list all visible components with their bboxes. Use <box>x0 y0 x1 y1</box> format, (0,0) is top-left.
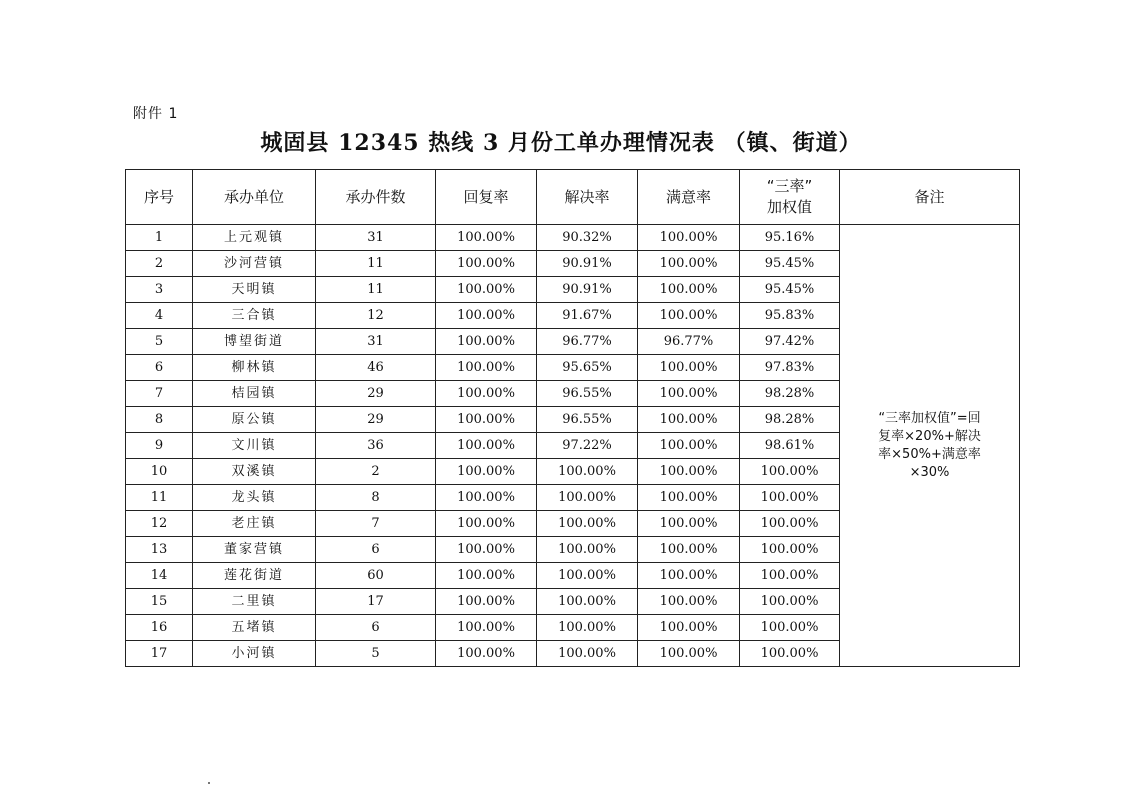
cell-count: 6 <box>316 615 436 641</box>
cell-unit: 小河镇 <box>193 641 316 667</box>
cell-weighted-value: 98.61% <box>740 433 840 459</box>
cell-index: 3 <box>126 277 193 303</box>
cell-index: 15 <box>126 589 193 615</box>
cell-reply-rate: 100.00% <box>436 589 537 615</box>
cell-index: 1 <box>126 225 193 251</box>
cell-count: 36 <box>316 433 436 459</box>
cell-reply-rate: 100.00% <box>436 563 537 589</box>
cell-reply-rate: 100.00% <box>436 511 537 537</box>
cell-satisfaction-rate: 100.00% <box>638 225 740 251</box>
cell-unit: 五堵镇 <box>193 615 316 641</box>
cell-satisfaction-rate: 100.00% <box>638 355 740 381</box>
cell-reply-rate: 100.00% <box>436 459 537 485</box>
table-row <box>126 225 1020 251</box>
cell-count: 8 <box>316 485 436 511</box>
cell-count: 12 <box>316 303 436 329</box>
cell-resolve-rate: 90.91% <box>537 277 638 303</box>
note-cell <box>840 225 1020 667</box>
cell-satisfaction-rate: 100.00% <box>638 589 740 615</box>
cell-unit: 双溪镇 <box>193 459 316 485</box>
cell-count: 29 <box>316 381 436 407</box>
cell-unit: 博望街道 <box>193 329 316 355</box>
cell-count: 5 <box>316 641 436 667</box>
cell-index: 9 <box>126 433 193 459</box>
cell-index: 7 <box>126 381 193 407</box>
header-reply-rate: 回复率 <box>436 170 537 225</box>
cell-satisfaction-rate: 100.00% <box>638 641 740 667</box>
header-count: 承办件数 <box>316 170 436 225</box>
header-weighted-line1: “三率” <box>766 177 813 195</box>
cell-reply-rate: 100.00% <box>436 407 537 433</box>
cell-unit: 上元观镇 <box>193 225 316 251</box>
cell-weighted-value: 97.42% <box>740 329 840 355</box>
cell-resolve-rate: 100.00% <box>537 537 638 563</box>
header-index: 序号 <box>126 170 193 225</box>
cell-resolve-rate: 96.55% <box>537 407 638 433</box>
cell-resolve-rate: 100.00% <box>537 641 638 667</box>
cell-satisfaction-rate: 100.00% <box>638 459 740 485</box>
cell-unit: 桔园镇 <box>193 381 316 407</box>
cell-index: 4 <box>126 303 193 329</box>
cell-satisfaction-rate: 100.00% <box>638 433 740 459</box>
document-title: 城固县 12345 热线 3 月份工单办理情况表 （镇、街道） <box>260 130 862 156</box>
cell-unit: 原公镇 <box>193 407 316 433</box>
cell-count: 17 <box>316 589 436 615</box>
cell-count: 31 <box>316 225 436 251</box>
cell-weighted-value: 95.45% <box>740 277 840 303</box>
cell-weighted-value: 95.16% <box>740 225 840 251</box>
header-weighted-line2: 加权值 <box>766 198 812 216</box>
cell-index: 16 <box>126 615 193 641</box>
cell-count: 31 <box>316 329 436 355</box>
cell-index: 17 <box>126 641 193 667</box>
header-unit: 承办单位 <box>193 170 316 225</box>
cell-weighted-value: 100.00% <box>740 537 840 563</box>
cell-resolve-rate: 100.00% <box>537 615 638 641</box>
cell-weighted-value: 100.00% <box>740 511 840 537</box>
cell-satisfaction-rate: 100.00% <box>638 277 740 303</box>
cell-weighted-value: 95.45% <box>740 251 840 277</box>
cell-weighted-value: 100.00% <box>740 459 840 485</box>
cell-weighted-value: 100.00% <box>740 641 840 667</box>
cell-satisfaction-rate: 100.00% <box>638 615 740 641</box>
cell-resolve-rate: 96.77% <box>537 329 638 355</box>
cell-unit: 老庄镇 <box>193 511 316 537</box>
cell-index: 11 <box>126 485 193 511</box>
cell-satisfaction-rate: 100.00% <box>638 563 740 589</box>
cell-index: 13 <box>126 537 193 563</box>
cell-unit: 文川镇 <box>193 433 316 459</box>
table-header <box>126 170 1020 225</box>
cell-unit: 三合镇 <box>193 303 316 329</box>
cell-reply-rate: 100.00% <box>436 251 537 277</box>
cell-satisfaction-rate: 100.00% <box>638 511 740 537</box>
cell-satisfaction-rate: 100.00% <box>638 381 740 407</box>
table-body <box>126 225 1020 667</box>
cell-unit: 天明镇 <box>193 277 316 303</box>
cell-count: 11 <box>316 277 436 303</box>
cell-unit: 董家营镇 <box>193 537 316 563</box>
cell-count: 11 <box>316 251 436 277</box>
cell-reply-rate: 100.00% <box>436 355 537 381</box>
cell-reply-rate: 100.00% <box>436 225 537 251</box>
cell-weighted-value: 100.00% <box>740 563 840 589</box>
cell-count: 6 <box>316 537 436 563</box>
cell-index: 8 <box>126 407 193 433</box>
cell-count: 60 <box>316 563 436 589</box>
cell-index: 2 <box>126 251 193 277</box>
cell-count: 29 <box>316 407 436 433</box>
cell-unit: 沙河营镇 <box>193 251 316 277</box>
cell-unit: 龙头镇 <box>193 485 316 511</box>
cell-satisfaction-rate: 100.00% <box>638 537 740 563</box>
cell-weighted-value: 98.28% <box>740 407 840 433</box>
cell-reply-rate: 100.00% <box>436 641 537 667</box>
cell-reply-rate: 100.00% <box>436 329 537 355</box>
cell-resolve-rate: 100.00% <box>537 511 638 537</box>
cell-resolve-rate: 96.55% <box>537 381 638 407</box>
cell-resolve-rate: 100.00% <box>537 459 638 485</box>
scan-speck <box>208 782 210 784</box>
cell-index: 12 <box>126 511 193 537</box>
cell-satisfaction-rate: 100.00% <box>638 303 740 329</box>
cell-resolve-rate: 95.65% <box>537 355 638 381</box>
cell-resolve-rate: 91.67% <box>537 303 638 329</box>
cell-unit: 二里镇 <box>193 589 316 615</box>
cell-weighted-value: 95.83% <box>740 303 840 329</box>
cell-count: 7 <box>316 511 436 537</box>
cell-satisfaction-rate: 96.77% <box>638 329 740 355</box>
cell-unit: 柳林镇 <box>193 355 316 381</box>
cell-weighted-value: 100.00% <box>740 615 840 641</box>
cell-weighted-value: 100.00% <box>740 485 840 511</box>
cell-index: 5 <box>126 329 193 355</box>
header-row <box>126 170 1020 225</box>
cell-satisfaction-rate: 100.00% <box>638 485 740 511</box>
cell-count: 2 <box>316 459 436 485</box>
header-satisfaction-rate: 满意率 <box>638 170 740 225</box>
cell-resolve-rate: 90.32% <box>537 225 638 251</box>
cell-reply-rate: 100.00% <box>436 615 537 641</box>
attachment-label: 附件 1 <box>133 106 179 122</box>
cell-resolve-rate: 100.00% <box>537 563 638 589</box>
cell-weighted-value: 100.00% <box>740 589 840 615</box>
cell-reply-rate: 100.00% <box>436 303 537 329</box>
cell-satisfaction-rate: 100.00% <box>638 407 740 433</box>
cell-reply-rate: 100.00% <box>436 485 537 511</box>
cell-unit: 莲花街道 <box>193 563 316 589</box>
cell-weighted-value: 98.28% <box>740 381 840 407</box>
cell-resolve-rate: 100.00% <box>537 485 638 511</box>
cell-index: 10 <box>126 459 193 485</box>
header-weighted-value <box>740 170 840 225</box>
cell-weighted-value: 97.83% <box>740 355 840 381</box>
cell-count: 46 <box>316 355 436 381</box>
cell-reply-rate: 100.00% <box>436 381 537 407</box>
header-note: 备注 <box>840 170 1020 225</box>
cell-reply-rate: 100.00% <box>436 537 537 563</box>
cell-index: 14 <box>126 563 193 589</box>
header-resolve-rate: 解决率 <box>537 170 638 225</box>
note-text: “三率加权值”=回复率×20%+解决率×50%+满意率×30% <box>878 410 981 480</box>
report-table <box>125 169 1020 667</box>
cell-resolve-rate: 90.91% <box>537 251 638 277</box>
cell-reply-rate: 100.00% <box>436 277 537 303</box>
cell-resolve-rate: 100.00% <box>537 589 638 615</box>
cell-satisfaction-rate: 100.00% <box>638 251 740 277</box>
cell-index: 6 <box>126 355 193 381</box>
cell-reply-rate: 100.00% <box>436 433 537 459</box>
cell-resolve-rate: 97.22% <box>537 433 638 459</box>
